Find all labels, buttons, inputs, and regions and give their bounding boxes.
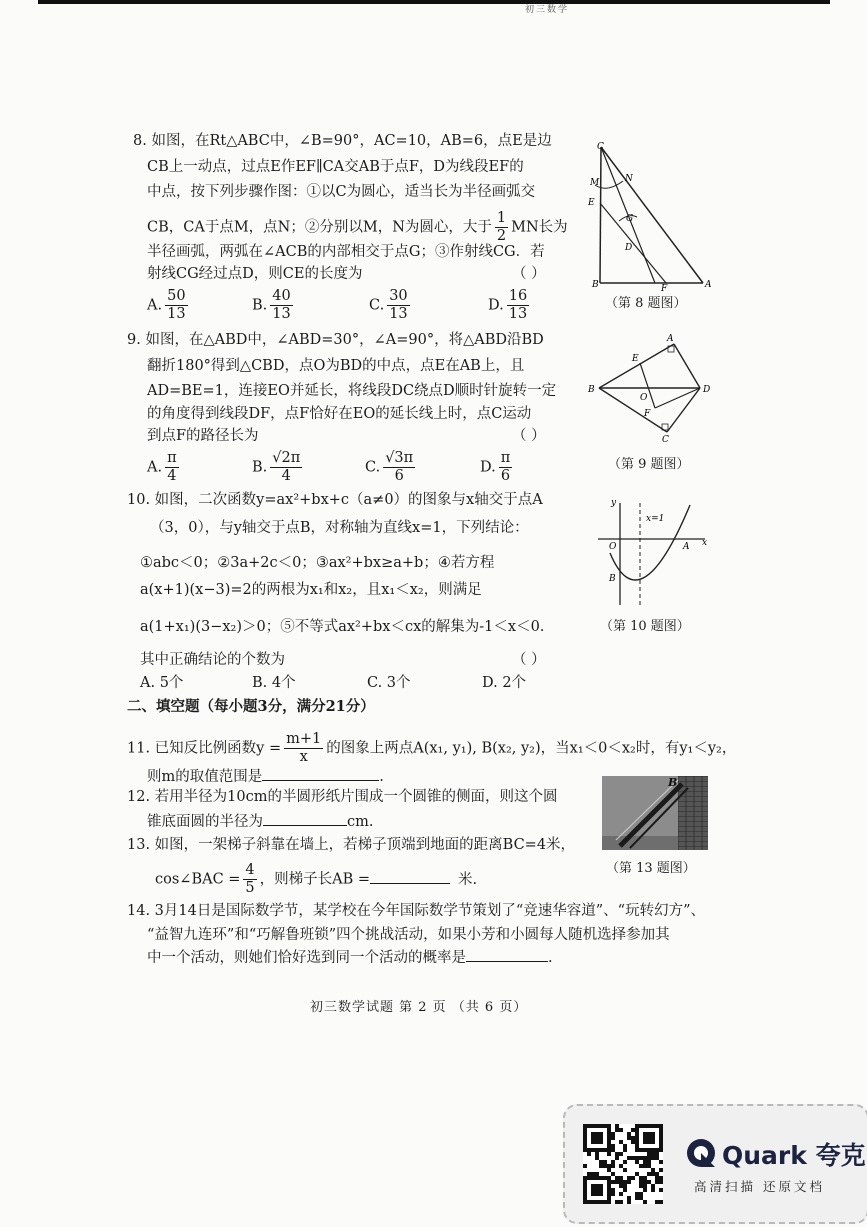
q14-answer-blank[interactable] bbox=[466, 947, 548, 962]
q11-line-2-end: . bbox=[379, 769, 384, 785]
q8-option-c-label: C. bbox=[369, 297, 385, 314]
q9-option-c-num: √3π bbox=[385, 450, 414, 466]
q8-option-b-den: 13 bbox=[272, 306, 291, 322]
q10-line-4: a(x+1)(x−3)=2的两根为x₁和x₂，且x₁＜x₂，则满足 bbox=[140, 582, 482, 598]
q8-fig-F: F bbox=[661, 284, 668, 294]
q13-fig-B: B bbox=[668, 776, 678, 789]
q10-line-5: a(1+x₁)(3−x₂)＞0；⑤不等式ax²+bx＜cx的解集为-1＜x＜0. bbox=[140, 619, 545, 635]
q9-option-c-label: C. bbox=[365, 459, 381, 476]
q9-option-b-den: 4 bbox=[281, 468, 291, 484]
q9-fig-O: O bbox=[640, 393, 648, 403]
q9-option-c-den: 6 bbox=[394, 468, 404, 484]
q8-fig-D: D bbox=[625, 243, 633, 253]
q8-option-d-num: 16 bbox=[508, 288, 528, 304]
q11-fraction-num: m+1 bbox=[286, 731, 322, 747]
q10-fig-y: y bbox=[611, 498, 617, 508]
top-mark: 初三数学 bbox=[525, 5, 570, 15]
q9-option-a bbox=[147, 450, 182, 485]
q12-line-2 bbox=[147, 811, 373, 832]
q11-line-1b: 的图象上两点A(x₁, y₁), B(x₂, y₂)，当x₁＜0＜x₂时，有y₁＜y₂， bbox=[326, 740, 737, 757]
q9-fig-A: A bbox=[667, 334, 674, 344]
q13-line-2b: ，则梯子长AB = bbox=[259, 871, 371, 888]
q9-option-d-num: π bbox=[500, 450, 511, 466]
q13-figure bbox=[602, 776, 708, 850]
q10-option-b: B. 4个 bbox=[252, 675, 296, 691]
q10-fig-B: B bbox=[609, 574, 616, 584]
page-footer: 初三数学试题 第 2 页 （共 6 页） bbox=[310, 1000, 528, 1015]
q14-line-3-end: . bbox=[548, 950, 553, 966]
q9-option-a-num: π bbox=[167, 450, 177, 466]
q10-line-6: 其中正确结论的个数为 bbox=[140, 652, 285, 668]
q9-fig-B: B bbox=[588, 385, 595, 395]
q10-caption: （第 10 题图） bbox=[600, 619, 690, 634]
q8-line-4b: MN长为 bbox=[511, 219, 568, 236]
q10-line-2: （3，0），与y轴交于点B，对称轴为直线x=1，下列结论： bbox=[150, 520, 529, 536]
q14-line-2: “益智九连环”和“巧解鲁班锁”四个挑战活动，如果小芳和小圆每人随机选择参加其 bbox=[147, 927, 670, 943]
q8-line-6: 射线CG经过点D，则CE的长度为 bbox=[147, 266, 363, 282]
q9-answer-paren: （ ） bbox=[512, 428, 546, 444]
q9-line-4: 的角度得到线段DF，点F恰好在EO的延长线上时，点C运动 bbox=[147, 406, 532, 422]
top-border bbox=[38, 0, 830, 4]
qr-code-icon bbox=[583, 1124, 663, 1204]
q12-line-2-text: 锥底面圆的半径为 bbox=[147, 814, 263, 830]
q9-fig-C: C bbox=[662, 435, 669, 445]
q8-option-d bbox=[488, 288, 532, 323]
q9-option-d-den: 6 bbox=[500, 468, 511, 484]
q13-line-2a: cos∠BAC = bbox=[155, 871, 241, 888]
q8-half-fraction bbox=[495, 210, 508, 245]
q13-line-2-end: 米. bbox=[458, 871, 478, 888]
q9-line-3: AD=BE=1，连接EO并延长，将线段DC绕点D顺时针旋转一定 bbox=[147, 383, 557, 399]
q11-line-1a: 11. 已知反比例函数y = bbox=[127, 740, 282, 757]
q9-option-b-num: √2π bbox=[272, 450, 301, 466]
q10-fig-x: x bbox=[702, 538, 708, 548]
q11-fraction bbox=[284, 731, 323, 766]
q14-line-3 bbox=[147, 947, 553, 968]
q8-fig-M: M bbox=[590, 178, 600, 188]
q13-fraction bbox=[243, 862, 256, 897]
q13-answer-blank[interactable] bbox=[370, 869, 450, 884]
q13-fraction-den: 5 bbox=[245, 880, 255, 896]
q8-line-5: 半径画弧，两弧在∠ACB的内部相交于点G；③作射线CG．若 bbox=[147, 244, 545, 260]
q8-answer-paren: （ ） bbox=[512, 266, 546, 282]
q8-line-3: 中点，按下列步骤作图：①以C为圆心，适当长为半径画弧交 bbox=[147, 184, 536, 200]
q8-fig-G: G bbox=[626, 214, 634, 224]
q8-fig-A: A bbox=[705, 280, 712, 290]
q8-option-b bbox=[252, 288, 296, 323]
q11-line-1 bbox=[127, 731, 736, 766]
q10-figure bbox=[590, 495, 715, 610]
q8-option-a-num: 50 bbox=[167, 288, 186, 304]
q9-line-1: 9. 如图，在△ABD中，∠ABD=30°，∠A=90°，将△ABD沿BD bbox=[127, 332, 544, 348]
q8-option-a-label: A. bbox=[147, 297, 163, 314]
q9-option-a-label: A. bbox=[147, 459, 163, 476]
q10-line-3: ①abc＜0；②3a+2c＜0；③ax²+bx≥a+b；④若方程 bbox=[140, 555, 495, 571]
q11-line-2-text: 则m的取值范围是 bbox=[147, 769, 263, 785]
q9-option-b bbox=[252, 450, 305, 485]
q8-option-d-den: 13 bbox=[508, 306, 528, 322]
q10-option-d: D. 2个 bbox=[482, 675, 527, 691]
q8-line-4 bbox=[147, 210, 568, 245]
q9-fig-D: D bbox=[703, 385, 711, 395]
q10-line-1: 10. 如图，二次函数y=ax²+bx+c（a≠0）的图象与x轴交于点A bbox=[127, 492, 543, 508]
q10-fig-O: O bbox=[609, 542, 617, 552]
q8-figure bbox=[585, 135, 725, 295]
q11-fraction-den: x bbox=[299, 749, 308, 765]
q9-option-b-label: B. bbox=[252, 459, 268, 476]
q9-option-a-den: 4 bbox=[167, 468, 177, 484]
q8-option-b-num: 40 bbox=[272, 288, 291, 304]
quark-logo-icon bbox=[685, 1137, 717, 1169]
section-2-title: 二、填空题（每小题3分，满分21分） bbox=[127, 698, 375, 715]
q9-fig-F: F bbox=[644, 409, 651, 419]
q12-line-1: 12. 若用半径为10cm的半圆形纸片围成一个圆锥的侧面，则这个圆 bbox=[127, 789, 558, 805]
q10-option-c: C. 3个 bbox=[367, 675, 411, 691]
q10-fig-A: A bbox=[683, 542, 690, 552]
q9-figure bbox=[585, 330, 720, 445]
quark-sub-text: 高清扫描 还原文档 bbox=[694, 1179, 825, 1194]
q8-option-c bbox=[369, 288, 413, 323]
quark-brand-text: Quark 夸克 bbox=[722, 1141, 866, 1170]
q10-option-a: A. 5个 bbox=[140, 675, 184, 691]
q8-caption: （第 8 题图） bbox=[605, 296, 687, 311]
q9-option-d-label: D. bbox=[480, 459, 496, 476]
q8-fig-E: E bbox=[588, 198, 595, 208]
q8-option-a bbox=[147, 288, 191, 323]
q8-half-den: 2 bbox=[496, 228, 507, 244]
q9-option-d bbox=[480, 450, 515, 485]
q9-caption: （第 9 题图） bbox=[608, 457, 690, 472]
q8-line-4a: CB，CA于点M，点N；②分别以M，N为圆心，大于 bbox=[147, 219, 492, 236]
q8-option-b-label: B. bbox=[252, 297, 268, 314]
q12-answer-blank[interactable] bbox=[263, 811, 347, 826]
q8-option-c-den: 13 bbox=[389, 306, 408, 322]
q13-line-2 bbox=[155, 862, 477, 897]
q11-line-2 bbox=[147, 766, 384, 787]
q12-line-2-end: cm. bbox=[347, 814, 374, 830]
q8-line-2: CB上一动点，过点E作EF∥CA交AB于点F，D为线段EF的 bbox=[147, 159, 524, 175]
q8-line-1: 8. 如图，在Rt△ABC中，∠B=90°，AC=10，AB=6，点E是边 bbox=[133, 133, 552, 149]
q8-fig-B: B bbox=[592, 280, 599, 290]
q13-line-1: 13. 如图，一架梯子斜靠在墙上，若梯子顶端到地面的距离BC=4米， bbox=[127, 837, 576, 853]
q9-fig-E: E bbox=[632, 354, 639, 364]
q10-answer-paren: （ ） bbox=[512, 652, 546, 668]
q8-half-num: 1 bbox=[496, 210, 507, 226]
q14-line-3-text: 中一个活动，则她们恰好选到同一个活动的概率是 bbox=[147, 950, 466, 966]
q13-caption: （第 13 题图） bbox=[606, 861, 696, 876]
q14-line-1: 14. 3月14日是国际数学节，某学校在今年国际数学节策划了“竞速华容道”、“玩转幻方”、 bbox=[127, 903, 705, 919]
q13-fraction-num: 4 bbox=[245, 862, 255, 878]
q8-option-c-num: 30 bbox=[389, 288, 408, 304]
q9-line-5: 到点F的路径长为 bbox=[147, 428, 259, 444]
q8-option-a-den: 13 bbox=[167, 306, 186, 322]
q10-fig-x1: x=1 bbox=[646, 514, 665, 524]
q8-fig-N: N bbox=[625, 174, 633, 184]
q9-option-c bbox=[365, 450, 418, 485]
q8-option-d-label: D. bbox=[488, 297, 504, 314]
q8-fig-C: C bbox=[597, 142, 604, 152]
q9-line-2: 翻折180°得到△CBD，点O为BD的中点，点E在AB上，且 bbox=[147, 358, 525, 374]
q11-answer-blank[interactable] bbox=[262, 766, 379, 781]
